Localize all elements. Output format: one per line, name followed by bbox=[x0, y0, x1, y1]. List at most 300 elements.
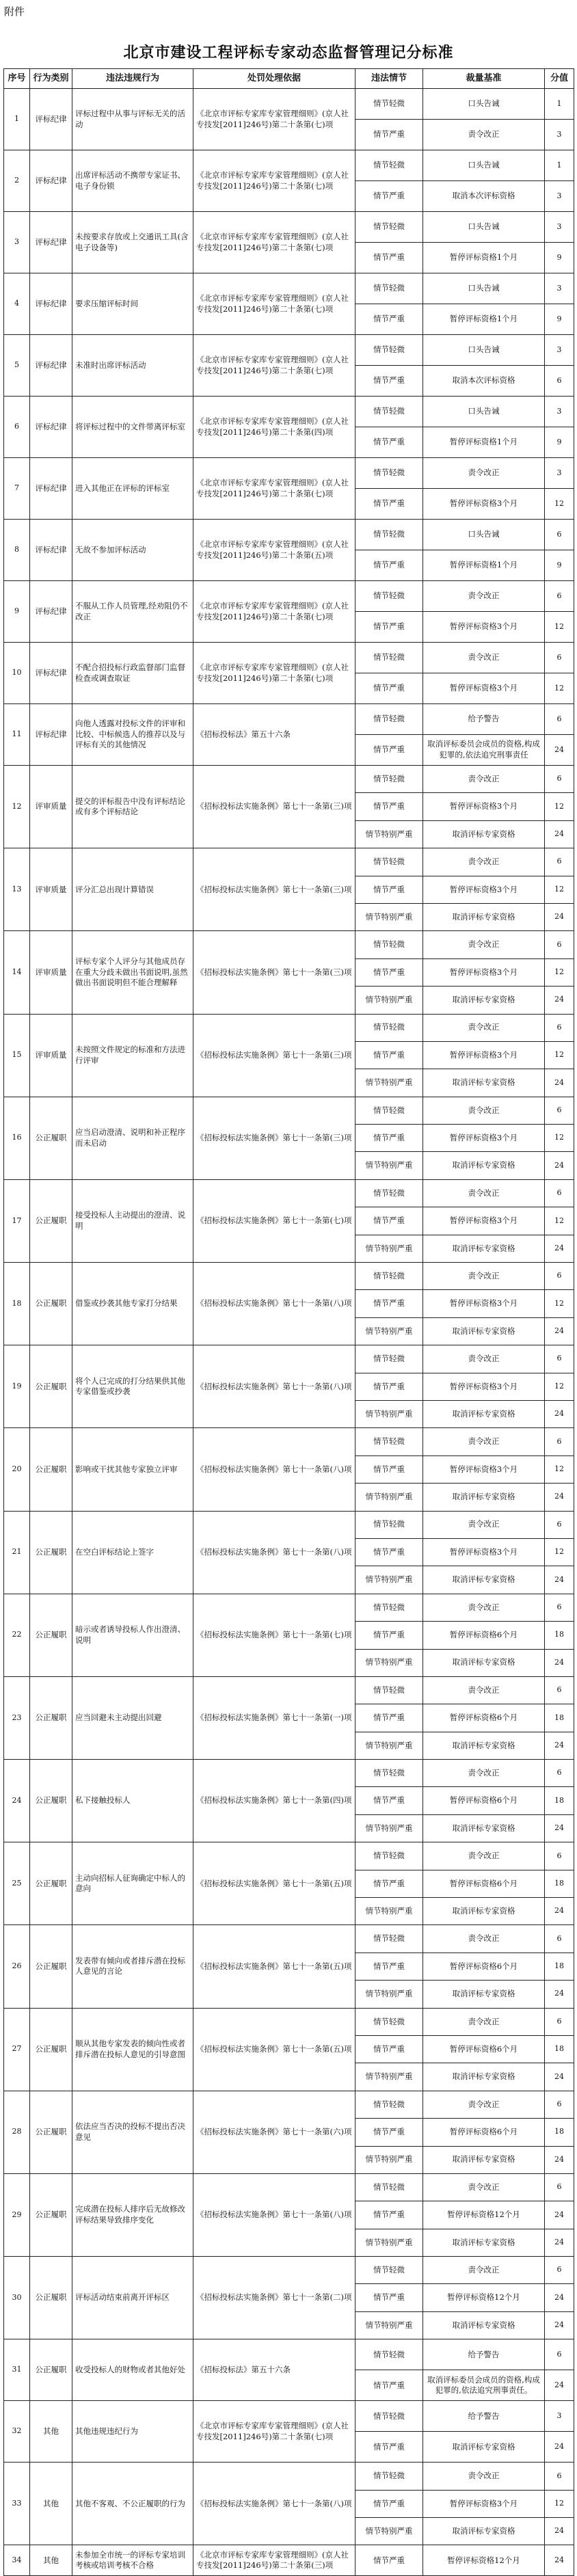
row-score: 24 bbox=[545, 2146, 574, 2173]
row-measure: 责令改正 bbox=[423, 2257, 545, 2284]
row-plot: 情节轻微 bbox=[355, 1179, 423, 1207]
row-category: 评标纪律 bbox=[30, 335, 72, 397]
row-measure: 责令改正 bbox=[423, 1097, 545, 1124]
row-score: 18 bbox=[545, 1953, 574, 1980]
row-measure: 暂停评标资格12个月 bbox=[423, 2284, 545, 2311]
row-measure: 责令改正 bbox=[423, 458, 545, 489]
row-basis: 《招标投标法实施条例》第七十一条第(七)项 bbox=[193, 1179, 355, 1262]
row-behavior: 进入其他正在评标的评标室 bbox=[72, 458, 193, 520]
row-basis: 《北京市评标专家库专家管理细则》(京人社专技发[2011]246号)第二十条第(七)项 bbox=[193, 2401, 355, 2463]
row-score: 6 bbox=[545, 1925, 574, 1953]
row-number: 4 bbox=[4, 273, 30, 335]
row-number: 25 bbox=[4, 1842, 30, 1925]
row-score: 9 bbox=[545, 427, 574, 458]
row-score: 6 bbox=[545, 1179, 574, 1207]
row-measure: 责令改正 bbox=[423, 2173, 545, 2201]
row-measure: 暂停评标资格12个月 bbox=[423, 2201, 545, 2229]
row-number: 32 bbox=[4, 2401, 30, 2463]
row-behavior: 将个人已完成的打分结果供其他专家借鉴或抄袭 bbox=[72, 1345, 193, 1428]
row-basis: 《北京市评标专家库专家管理细则》(京人社专技发[2011]246号)第二十条第(七)项 bbox=[193, 273, 355, 335]
row-plot: 情节特别严重 bbox=[355, 1069, 423, 1097]
row-score: 24 bbox=[545, 2311, 574, 2339]
row-measure: 取消评标专家资格 bbox=[423, 1235, 545, 1262]
row-basis: 《招标投标法实施条例》第七十一条第(二)项 bbox=[193, 2257, 355, 2339]
row-score: 24 bbox=[545, 1898, 574, 1925]
row-measure: 责令改正 bbox=[423, 848, 545, 876]
row-measure: 暂停评标资格3个月 bbox=[423, 1538, 545, 1566]
row-behavior: 将评标过程中的文件带离评标室 bbox=[72, 397, 193, 458]
row-score: 6 bbox=[545, 931, 574, 958]
row-number: 14 bbox=[4, 931, 30, 1014]
row-measure: 责令改正 bbox=[423, 1263, 545, 1290]
table-row bbox=[4, 643, 574, 673]
row-plot: 情节轻微 bbox=[355, 335, 423, 366]
header-basis: 处罚处理依据 bbox=[193, 69, 355, 89]
table-row bbox=[4, 1760, 574, 1787]
row-basis: 《北京市评标专家库专家管理细则》(京人社专技发[2011]246号)第二十条第(七)项 bbox=[193, 581, 355, 643]
row-plot: 情节轻微 bbox=[355, 2401, 423, 2432]
row-plot: 情节严重 bbox=[355, 550, 423, 581]
row-category: 评标纪律 bbox=[30, 397, 72, 458]
row-plot: 情节特别严重 bbox=[355, 2311, 423, 2339]
table-row bbox=[4, 212, 574, 243]
row-plot: 情节严重 bbox=[355, 1787, 423, 1814]
row-plot: 情节轻微 bbox=[355, 931, 423, 958]
table-row bbox=[4, 1428, 574, 1455]
row-score: 24 bbox=[545, 987, 574, 1014]
row-plot: 情节特别严重 bbox=[355, 987, 423, 1014]
table-row bbox=[4, 1594, 574, 1621]
row-number: 23 bbox=[4, 1676, 30, 1759]
table-row bbox=[4, 520, 574, 550]
row-measure: 暂停评标资格3个月 bbox=[423, 1125, 545, 1152]
row-score: 3 bbox=[545, 2401, 574, 2432]
row-number: 30 bbox=[4, 2257, 30, 2339]
row-category: 评标纪律 bbox=[30, 458, 72, 520]
row-measure: 责令改正 bbox=[423, 1842, 545, 1870]
row-measure: 责令改正 bbox=[423, 581, 545, 612]
row-basis: 《北京市评标专家库专家管理细则》(京人社专技发[2011]246号)第二十条第(七)项 bbox=[193, 89, 355, 150]
row-number: 16 bbox=[4, 1097, 30, 1179]
row-score: 24 bbox=[545, 1069, 574, 1097]
row-plot: 情节特别严重 bbox=[355, 1317, 423, 1345]
row-measure: 取消评标专家资格 bbox=[423, 1981, 545, 2008]
row-plot: 情节严重 bbox=[355, 304, 423, 335]
row-measure: 暂停评标资格12个月 bbox=[423, 2545, 545, 2576]
row-plot: 情节轻微 bbox=[355, 520, 423, 550]
row-measure: 暂停评标资格1个月 bbox=[423, 550, 545, 581]
row-behavior: 其他违规违纪行为 bbox=[72, 2401, 193, 2463]
row-behavior: 私下接触投标人 bbox=[72, 1760, 193, 1842]
row-plot: 情节轻微 bbox=[355, 2008, 423, 2035]
row-measure: 责令改正 bbox=[423, 1594, 545, 1621]
table-row bbox=[4, 2463, 574, 2490]
row-score: 6 bbox=[545, 2339, 574, 2370]
row-measure: 暂停评标资格1个月 bbox=[423, 304, 545, 335]
row-measure: 责令改正 bbox=[423, 1179, 545, 1207]
row-measure: 暂停评标资格3个月 bbox=[423, 489, 545, 520]
row-basis: 《北京市评标专家库专家管理细则》(京人社专技发[2011]246号)第二十条第(五)项 bbox=[193, 520, 355, 581]
row-score: 6 bbox=[545, 1594, 574, 1621]
row-measure: 取消评标委员会成员的资格,构成犯罪的,依法追究刑事责任。 bbox=[423, 2370, 545, 2401]
row-number: 19 bbox=[4, 1345, 30, 1428]
row-score: 24 bbox=[545, 2432, 574, 2463]
row-score: 24 bbox=[545, 1732, 574, 1759]
row-plot: 情节严重 bbox=[355, 735, 423, 766]
row-plot: 情节轻微 bbox=[355, 848, 423, 876]
table-row bbox=[4, 1676, 574, 1704]
row-score: 24 bbox=[545, 903, 574, 930]
row-number: 26 bbox=[4, 1925, 30, 2008]
header-number: 序号 bbox=[4, 69, 30, 89]
row-plot: 情节特别严重 bbox=[355, 1981, 423, 2008]
header-behavior: 违法违规行为 bbox=[72, 69, 193, 89]
row-plot: 情节严重 bbox=[355, 1373, 423, 1400]
row-score: 6 bbox=[545, 366, 574, 397]
row-score: 6 bbox=[545, 2257, 574, 2284]
row-measure: 暂停评标资格6个月 bbox=[423, 2035, 545, 2063]
row-measure: 责令改正 bbox=[423, 2008, 545, 2035]
document-title: 北京市建设工程评标专家动态监督管理记分标准 bbox=[123, 44, 454, 62]
table-row bbox=[4, 2091, 574, 2118]
row-measure: 给予警告 bbox=[423, 704, 545, 735]
row-measure: 暂停评标资格3个月 bbox=[423, 1290, 545, 1317]
row-measure: 暂停评标资格6个月 bbox=[423, 2119, 545, 2146]
row-plot: 情节特别严重 bbox=[355, 1484, 423, 1511]
row-score: 1 bbox=[545, 89, 574, 120]
row-behavior: 未按要求存放或上交通讯工具(含电子设备等) bbox=[72, 212, 193, 273]
row-category: 公正履职 bbox=[30, 2173, 72, 2256]
table-row bbox=[4, 931, 574, 958]
row-measure: 暂停评标资格6个月 bbox=[423, 1622, 545, 1649]
row-score: 18 bbox=[545, 1870, 574, 1897]
row-score: 24 bbox=[545, 2063, 574, 2091]
row-plot: 情节严重 bbox=[355, 2490, 423, 2517]
table-row bbox=[4, 458, 574, 489]
row-number: 24 bbox=[4, 1760, 30, 1842]
row-measure: 责令改正 bbox=[423, 1014, 545, 1041]
row-behavior: 接受投标人主动提出的澄清、说明 bbox=[72, 1179, 193, 1262]
row-measure: 给予警告 bbox=[423, 2401, 545, 2432]
row-score: 24 bbox=[545, 2201, 574, 2229]
table-row bbox=[4, 1263, 574, 1290]
row-behavior: 评标专家个人评分与其他成员存在重大分歧未做出书面说明,虽然做出书面说明但不能合理解释 bbox=[72, 931, 193, 1014]
row-behavior: 影响或干扰其他专家独立评审 bbox=[72, 1428, 193, 1511]
row-plot: 情节轻微 bbox=[355, 1676, 423, 1704]
row-score: 12 bbox=[545, 673, 574, 704]
row-plot: 情节轻微 bbox=[355, 2463, 423, 2490]
table-row bbox=[4, 2401, 574, 2432]
row-number: 20 bbox=[4, 1428, 30, 1511]
row-score: 6 bbox=[545, 2463, 574, 2490]
row-plot: 情节轻微 bbox=[355, 1925, 423, 1953]
row-measure: 取消评标委员会成员的资格,构成犯罪的,依法追究刑事责任 bbox=[423, 735, 545, 766]
row-plot: 情节严重 bbox=[355, 876, 423, 903]
row-score: 3 bbox=[545, 335, 574, 366]
table-row bbox=[4, 1345, 574, 1373]
table-row bbox=[4, 704, 574, 735]
row-plot: 情节严重 bbox=[355, 1455, 423, 1483]
row-basis: 《招标投标法》第五十六条 bbox=[193, 704, 355, 766]
table-row bbox=[4, 2339, 574, 2370]
table-row bbox=[4, 273, 574, 304]
table-row bbox=[4, 1511, 574, 1538]
row-behavior: 主动向招标人征询确定中标人的意向 bbox=[72, 1842, 193, 1925]
table-row bbox=[4, 2545, 574, 2576]
row-behavior: 不服从工作人员管理,经劝阻仍不改正 bbox=[72, 581, 193, 643]
row-category: 公正履职 bbox=[30, 1263, 72, 1345]
row-score: 6 bbox=[545, 1511, 574, 1538]
row-basis: 《招标投标法实施条例》第七十一条第(八)项 bbox=[193, 1345, 355, 1428]
row-score: 3 bbox=[545, 273, 574, 304]
row-category: 公正履职 bbox=[30, 1925, 72, 2008]
row-plot: 情节轻微 bbox=[355, 1097, 423, 1124]
row-score: 6 bbox=[545, 1428, 574, 1455]
row-behavior: 收受投标人的财物或者其他好处 bbox=[72, 2339, 193, 2401]
row-score: 12 bbox=[545, 489, 574, 520]
row-number: 27 bbox=[4, 2008, 30, 2091]
row-measure: 口头告诫 bbox=[423, 335, 545, 366]
row-category: 公正履职 bbox=[30, 2091, 72, 2173]
table-row bbox=[4, 2257, 574, 2284]
row-measure: 取消评标专家资格 bbox=[423, 2063, 545, 2091]
row-behavior: 评分汇总出现计算错误 bbox=[72, 848, 193, 931]
row-measure: 暂停评标资格3个月 bbox=[423, 612, 545, 643]
row-plot: 情节轻微 bbox=[355, 212, 423, 243]
row-score: 12 bbox=[545, 1290, 574, 1317]
row-number: 5 bbox=[4, 335, 30, 397]
row-score: 24 bbox=[545, 1814, 574, 1842]
header-plot: 违法情节 bbox=[355, 69, 423, 89]
row-score: 6 bbox=[545, 2173, 574, 2201]
row-score: 24 bbox=[545, 1649, 574, 1676]
row-behavior: 未参加全市统一的评标专家培训考核或培训考核不合格 bbox=[72, 2545, 193, 2576]
row-plot: 情节严重 bbox=[355, 2284, 423, 2311]
row-number: 2 bbox=[4, 150, 30, 212]
row-basis: 《北京市评标专家库专家管理细则》(京人社专技发[2011]246号)第二十条第(七)项 bbox=[193, 643, 355, 704]
row-basis: 《招标投标法实施条例》第七十一条第(八)项 bbox=[193, 1263, 355, 1345]
row-measure: 取消评标专家资格 bbox=[423, 1152, 545, 1179]
row-basis: 《招标投标法实施条例》第七十一条第(一)项 bbox=[193, 1676, 355, 1759]
row-measure: 取消评标专家资格 bbox=[423, 1069, 545, 1097]
row-category: 公正履职 bbox=[30, 1511, 72, 1594]
row-score: 24 bbox=[545, 1235, 574, 1262]
row-category: 公正履职 bbox=[30, 1097, 72, 1179]
row-category: 公正履职 bbox=[30, 1842, 72, 1925]
row-score: 24 bbox=[545, 2284, 574, 2311]
row-number: 15 bbox=[4, 1014, 30, 1097]
row-score: 3 bbox=[545, 212, 574, 243]
row-score: 24 bbox=[545, 1317, 574, 1345]
row-measure: 责令改正 bbox=[423, 2091, 545, 2118]
row-measure: 取消评标专家资格 bbox=[423, 1484, 545, 1511]
row-plot: 情节轻微 bbox=[355, 458, 423, 489]
row-measure: 取消评标专家资格 bbox=[423, 1400, 545, 1427]
row-measure: 取消评标专家资格 bbox=[423, 2229, 545, 2256]
row-plot: 情节严重 bbox=[355, 958, 423, 986]
row-score: 24 bbox=[545, 1400, 574, 1427]
row-plot: 情节轻微 bbox=[355, 1511, 423, 1538]
row-plot: 情节严重 bbox=[355, 427, 423, 458]
row-score: 18 bbox=[545, 1787, 574, 1814]
row-category: 评审质量 bbox=[30, 766, 72, 848]
row-measure: 取消评标专家资格 bbox=[423, 2518, 545, 2545]
row-score: 18 bbox=[545, 2119, 574, 2146]
row-plot: 情节严重 bbox=[355, 366, 423, 397]
table-row bbox=[4, 1179, 574, 1207]
row-number: 18 bbox=[4, 1263, 30, 1345]
row-plot: 情节严重 bbox=[355, 243, 423, 273]
row-number: 21 bbox=[4, 1511, 30, 1594]
row-plot: 情节轻微 bbox=[355, 1594, 423, 1621]
row-category: 其他 bbox=[30, 2463, 72, 2545]
row-behavior: 发表带有倾向或者排斥潜在投标人意见的言论 bbox=[72, 1925, 193, 2008]
row-plot: 情节严重 bbox=[355, 120, 423, 150]
row-number: 10 bbox=[4, 643, 30, 704]
row-plot: 情节严重 bbox=[355, 1953, 423, 1980]
row-basis: 《招标投标法实施条例》第七十一条第(八)项 bbox=[193, 2463, 355, 2545]
row-plot: 情节严重 bbox=[355, 181, 423, 212]
row-plot: 情节特别严重 bbox=[355, 1649, 423, 1676]
row-number: 28 bbox=[4, 2091, 30, 2173]
row-category: 评标纪律 bbox=[30, 150, 72, 212]
row-category: 评审质量 bbox=[30, 848, 72, 931]
row-basis: 《招标投标法实施条例》第七十一条第(八)项 bbox=[193, 1428, 355, 1511]
row-measure: 取消评标专家资格 bbox=[423, 1566, 545, 1594]
row-score: 6 bbox=[545, 581, 574, 612]
row-plot: 情节严重 bbox=[355, 1704, 423, 1732]
row-score: 12 bbox=[545, 1455, 574, 1483]
row-plot: 情节严重 bbox=[355, 2035, 423, 2063]
row-category: 评标纪律 bbox=[30, 643, 72, 704]
attachment-label: 附件 bbox=[4, 5, 25, 18]
row-category: 公正履职 bbox=[30, 1345, 72, 1428]
row-behavior: 出席评标活动不携带专家证书、电子身份锁 bbox=[72, 150, 193, 212]
table-row bbox=[4, 397, 574, 427]
row-score: 12 bbox=[545, 1125, 574, 1152]
row-basis: 《招标投标法实施条例》第七十一条第(三)项 bbox=[193, 848, 355, 931]
header-score: 分值 bbox=[545, 69, 574, 89]
row-measure: 取消评标专家资格 bbox=[423, 820, 545, 848]
row-measure: 责令改正 bbox=[423, 1760, 545, 1787]
table-row bbox=[4, 1014, 574, 1041]
row-category: 公正履职 bbox=[30, 1594, 72, 1676]
row-score: 6 bbox=[545, 1676, 574, 1704]
row-behavior: 应当回避未主动提出回避 bbox=[72, 1676, 193, 1759]
row-score: 3 bbox=[545, 181, 574, 212]
row-number: 22 bbox=[4, 1594, 30, 1676]
row-number: 6 bbox=[4, 397, 30, 458]
row-score: 12 bbox=[545, 1207, 574, 1235]
row-number: 31 bbox=[4, 2339, 30, 2401]
row-behavior: 在空白评标结论上签字 bbox=[72, 1511, 193, 1594]
row-measure: 暂停评标资格6个月 bbox=[423, 1787, 545, 1814]
table-body bbox=[4, 89, 574, 2576]
row-score: 18 bbox=[545, 1622, 574, 1649]
row-category: 评审质量 bbox=[30, 931, 72, 1014]
row-measure: 取消评标专家资格 bbox=[423, 2146, 545, 2173]
row-plot: 情节严重 bbox=[355, 489, 423, 520]
row-score: 9 bbox=[545, 304, 574, 335]
row-number: 34 bbox=[4, 2545, 30, 2576]
row-plot: 情节轻微 bbox=[355, 1428, 423, 1455]
row-score: 12 bbox=[545, 612, 574, 643]
row-measure: 暂停评标资格3个月 bbox=[423, 793, 545, 820]
row-measure: 责令改正 bbox=[423, 931, 545, 958]
row-plot: 情节轻微 bbox=[355, 2091, 423, 2118]
row-basis: 《招标投标法实施条例》第七十一条第(三)项 bbox=[193, 1014, 355, 1097]
row-plot: 情节轻微 bbox=[355, 766, 423, 793]
row-plot: 情节轻微 bbox=[355, 397, 423, 427]
row-measure: 责令改正 bbox=[423, 1428, 545, 1455]
row-measure: 取消评标专家资格 bbox=[423, 1814, 545, 1842]
row-category: 公正履职 bbox=[30, 1676, 72, 1759]
row-plot: 情节特别严重 bbox=[355, 2229, 423, 2256]
row-plot: 情节轻微 bbox=[355, 150, 423, 181]
row-behavior: 评标活动结束前离开评标区 bbox=[72, 2257, 193, 2339]
row-category: 公正履职 bbox=[30, 1179, 72, 1262]
table-row bbox=[4, 1842, 574, 1870]
row-measure: 责令改正 bbox=[423, 1345, 545, 1373]
row-category: 评标纪律 bbox=[30, 212, 72, 273]
row-score: 12 bbox=[545, 1041, 574, 1069]
row-measure: 取消评标专家资格 bbox=[423, 1732, 545, 1759]
row-basis: 《招标投标法实施条例》第七十一条第(三)项 bbox=[193, 1097, 355, 1179]
row-measure: 暂停评标资格3个月 bbox=[423, 673, 545, 704]
row-measure: 口头告诫 bbox=[423, 520, 545, 550]
row-score: 24 bbox=[545, 735, 574, 766]
row-behavior: 未准时出席评标活动 bbox=[72, 335, 193, 397]
row-basis: 《北京市评标专家库专家管理细则》(京人社专技发[2011]246号)第二十条第(七)项 bbox=[193, 212, 355, 273]
row-plot: 情节轻微 bbox=[355, 581, 423, 612]
row-basis: 《招标投标法实施条例》第七十一条第(三)项 bbox=[193, 766, 355, 848]
row-basis: 《北京市评标专家库专家管理细则》(京人社专技发[2011]246号)第二十条第(七)项 bbox=[193, 458, 355, 520]
row-score: 6 bbox=[545, 2091, 574, 2118]
row-score: 24 bbox=[545, 1152, 574, 1179]
scoring-standard-table bbox=[3, 68, 574, 2576]
row-plot: 情节轻微 bbox=[355, 1263, 423, 1290]
row-basis: 《招标投标法实施条例》第七十一条第(七)项 bbox=[193, 1594, 355, 1676]
row-basis: 《招标投标法》第五十六条 bbox=[193, 2339, 355, 2401]
row-score: 9 bbox=[545, 243, 574, 273]
row-category: 评审质量 bbox=[30, 1014, 72, 1097]
row-plot: 情节轻微 bbox=[355, 2339, 423, 2370]
row-measure: 暂停评标资格1个月 bbox=[423, 243, 545, 273]
row-plot: 情节特别严重 bbox=[355, 903, 423, 930]
row-measure: 口头告诫 bbox=[423, 212, 545, 243]
row-score: 6 bbox=[545, 1263, 574, 1290]
row-plot: 情节严重 bbox=[355, 2545, 423, 2576]
row-measure: 口头告诫 bbox=[423, 273, 545, 304]
row-plot: 情节严重 bbox=[355, 673, 423, 704]
row-score: 18 bbox=[545, 2035, 574, 2063]
row-basis: 《招标投标法实施条例》第七十一条第(三)项 bbox=[193, 931, 355, 1014]
row-plot: 情节轻微 bbox=[355, 643, 423, 673]
row-plot: 情节严重 bbox=[355, 793, 423, 820]
row-score: 24 bbox=[545, 2229, 574, 2256]
row-measure: 取消评标专家资格 bbox=[423, 1317, 545, 1345]
row-number: 1 bbox=[4, 89, 30, 150]
row-measure: 暂停评标资格3个月 bbox=[423, 2490, 545, 2517]
row-score: 12 bbox=[545, 2490, 574, 2517]
row-plot: 情节特别严重 bbox=[355, 1152, 423, 1179]
row-measure: 暂停评标资格3个月 bbox=[423, 958, 545, 986]
row-behavior: 暗示或者诱导投标人作出澄清、说明 bbox=[72, 1594, 193, 1676]
row-category: 其他 bbox=[30, 2401, 72, 2463]
row-plot: 情节严重 bbox=[355, 1207, 423, 1235]
row-plot: 情节严重 bbox=[355, 2432, 423, 2463]
row-number: 29 bbox=[4, 2173, 30, 2256]
